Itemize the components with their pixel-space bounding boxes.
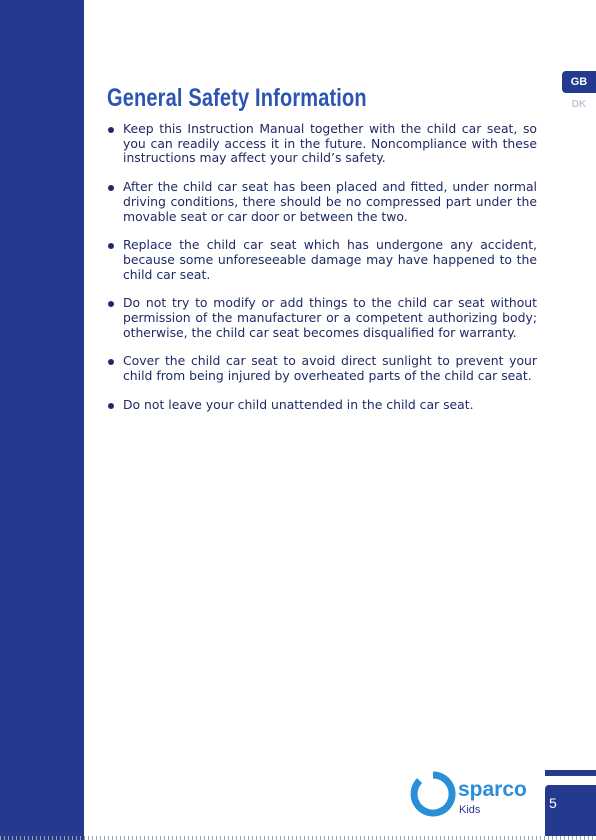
page-number: 5 xyxy=(549,795,557,811)
safety-list xyxy=(107,122,537,427)
brand-sub: Kids xyxy=(459,804,481,816)
brand-name: sparco xyxy=(458,778,527,801)
list-item xyxy=(107,354,537,383)
print-crop-marks xyxy=(0,836,596,840)
language-tab-gb[interactable]: GB xyxy=(562,71,596,93)
bullet-icon xyxy=(108,301,114,307)
list-item xyxy=(107,180,537,224)
list-item xyxy=(107,122,537,166)
bullet-icon xyxy=(108,243,114,249)
list-item xyxy=(107,296,537,340)
list-item xyxy=(107,398,537,413)
sparco-kids-logo xyxy=(410,770,540,820)
list-item-text: After the child car seat has been placed and fitted, under normal driving conditions, there should be no compressed part under the movable seat or car door or between the two. xyxy=(123,179,537,224)
list-item-text: Cover the child car seat to avoid direct sunlight to prevent your child from being injured by overheated parts of the child car seat. xyxy=(123,353,537,384)
bullet-icon xyxy=(108,127,114,133)
left-color-bar xyxy=(0,0,84,840)
list-item-text: Do not leave your child unattended in the child car seat. xyxy=(123,396,474,412)
bullet-icon xyxy=(108,359,114,365)
list-item-text: Keep this Instruction Manual together with the child car seat, so you can readily access it in the future. Noncompliance with these instructions may affect your child’s safety. xyxy=(123,121,537,166)
sparco-ring-icon xyxy=(414,775,452,813)
bullet-icon xyxy=(108,403,114,409)
page-title: General Safety Information xyxy=(107,84,367,112)
list-item-text: Replace the child car seat which has undergone any accident, because some unforeseeable damage may have happened to the child car seat. xyxy=(123,237,537,282)
list-item-text: Do not try to modify or add things to the child car seat without permission of the manufacturer or a competent authorizing body; otherwise, the child car seat becomes disqualified for warranty. xyxy=(123,295,537,340)
bullet-icon xyxy=(108,185,114,191)
language-tab-dk[interactable]: DK xyxy=(571,99,587,110)
page-tab-accent xyxy=(545,770,596,776)
list-item xyxy=(107,238,537,282)
